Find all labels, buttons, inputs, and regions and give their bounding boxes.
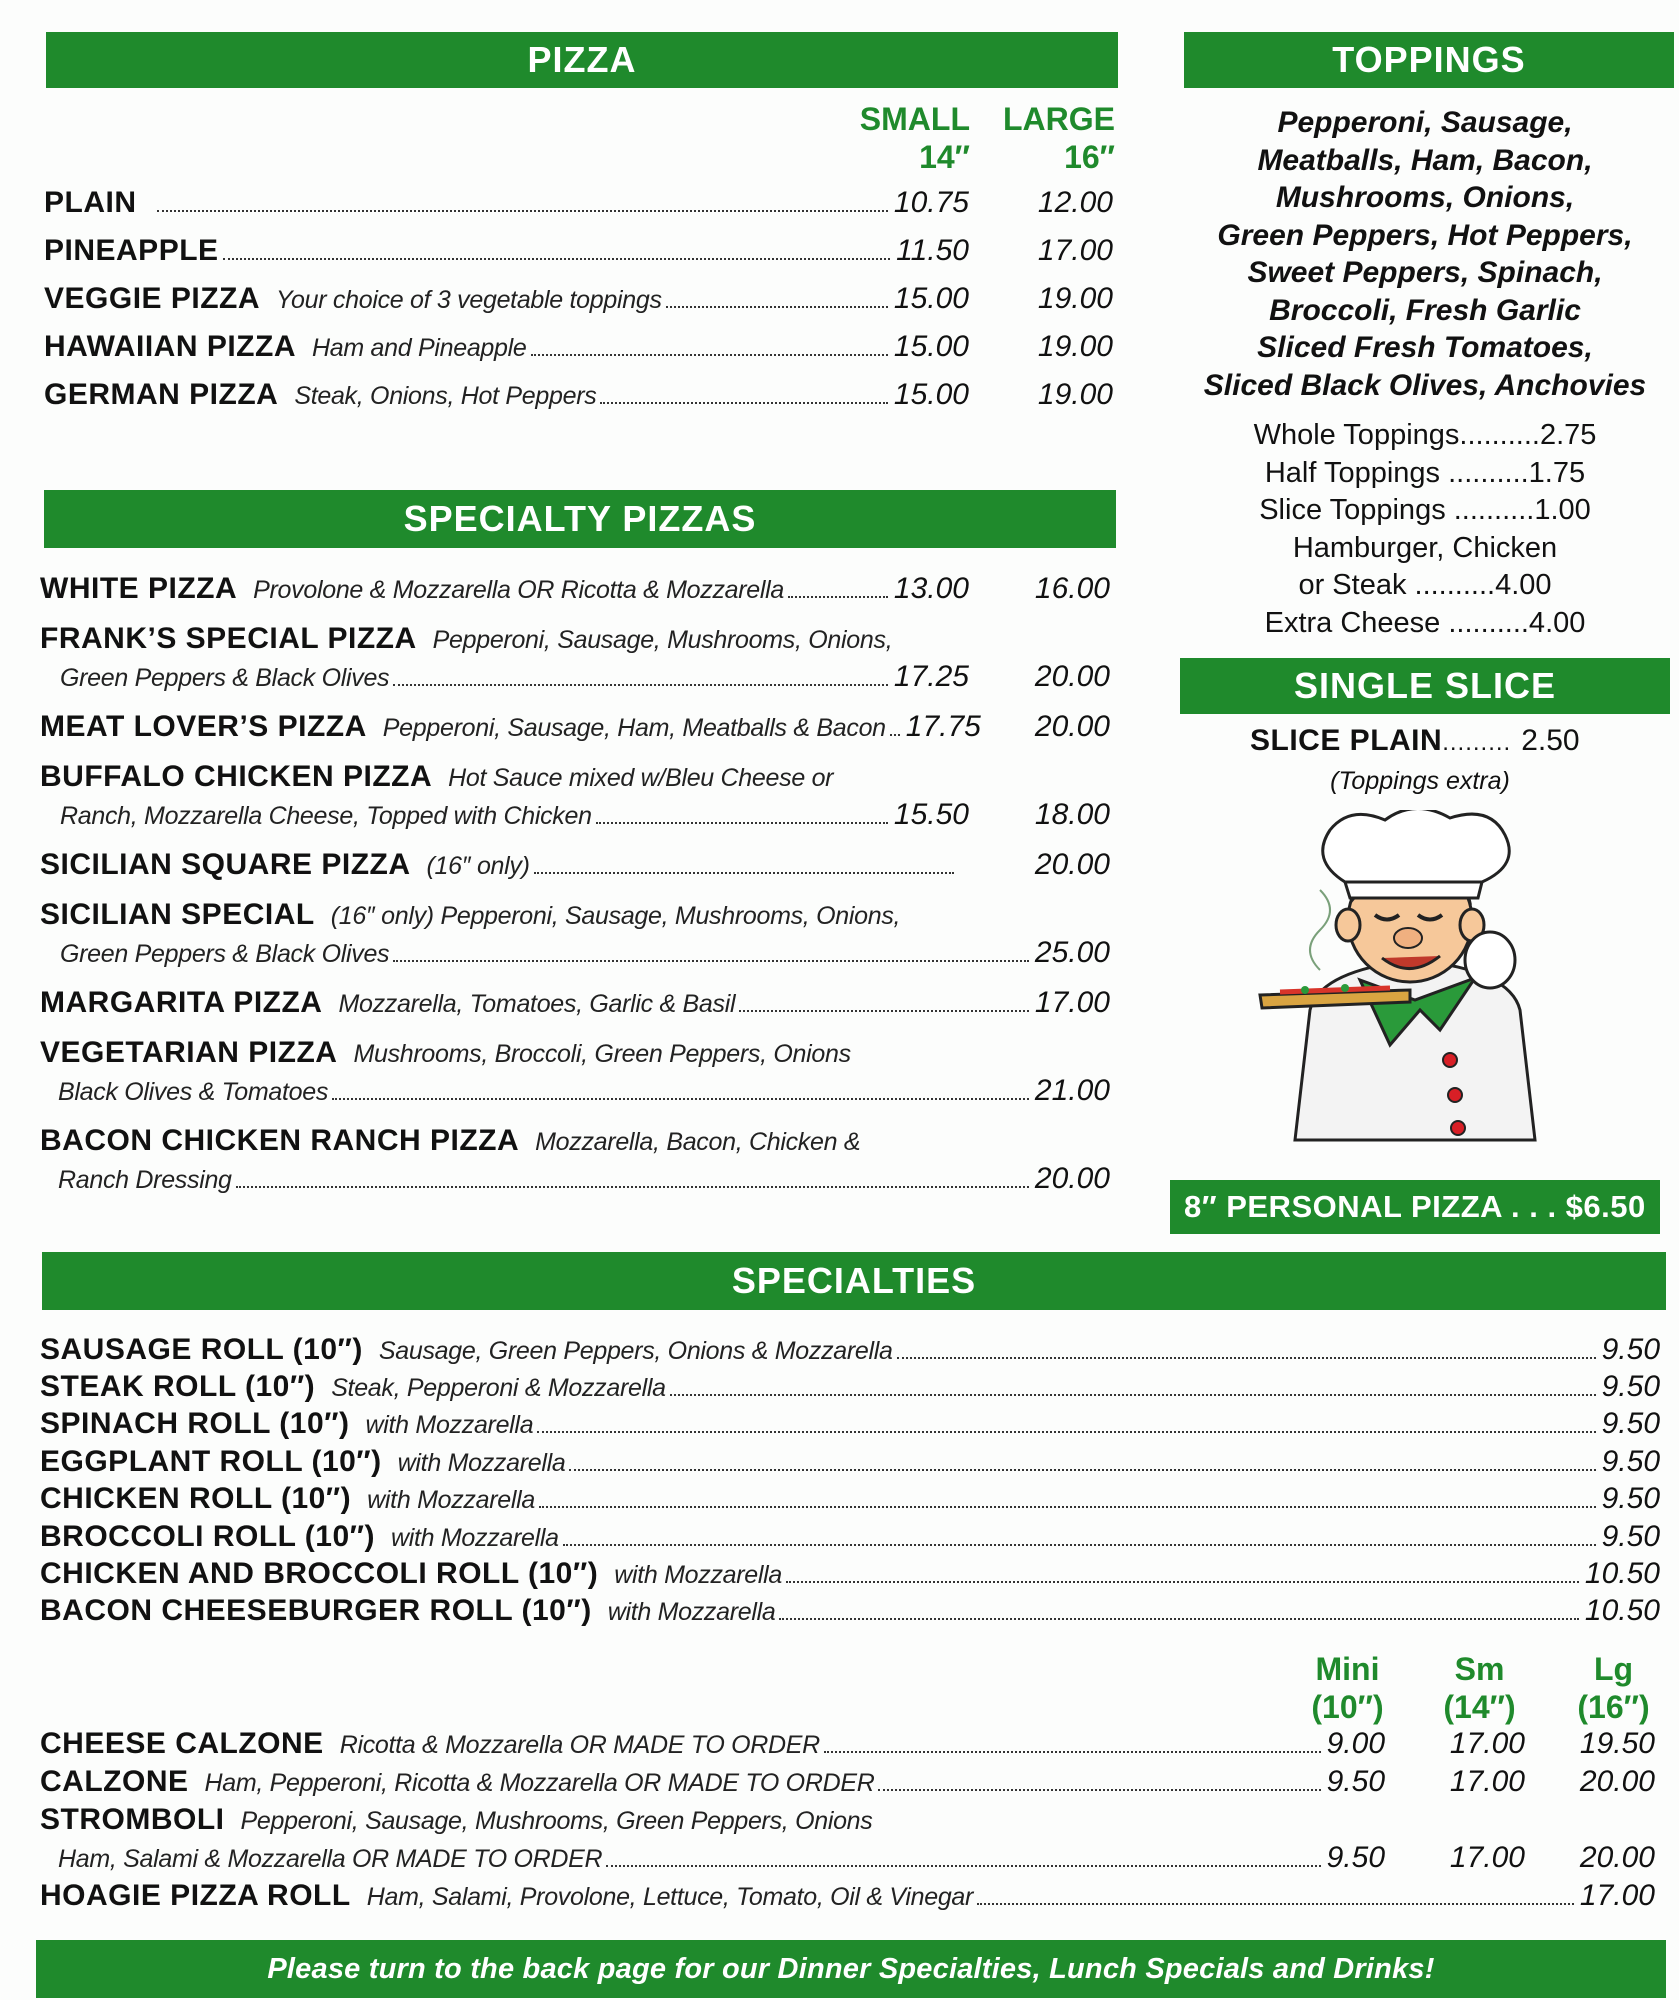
sm-column-header: Sm (14″)	[1443, 1651, 1516, 1725]
large-price: 20.00	[1034, 710, 1110, 743]
sm-price: 17.00	[1449, 1727, 1525, 1760]
menu-item: PLAIN 10.75	[44, 186, 969, 219]
toppings-extra-note: (Toppings extra)	[1330, 767, 1510, 795]
menu-item: GERMAN PIZZA Steak, Onions, Hot Peppers 15.00	[44, 378, 969, 411]
sm-price: 17.00	[1449, 1765, 1525, 1798]
calzone-item: CALZONE Ham, Pepperoni, Ricotta & Mozzarella OR MADE TO ORDER 9.50	[40, 1765, 1385, 1798]
large-price: 18.00	[1034, 798, 1110, 831]
specialties-header-bar	[42, 1252, 1666, 1310]
menu-item-continued: Green Peppers & Black Olives 25.00	[60, 936, 1110, 969]
menu-item: BACON CHICKEN RANCH PIZZA Mozzarella, Bacon, Chicken &	[40, 1124, 861, 1157]
roll-item: STEAK ROLL (10″) Steak, Pepperoni & Mozzarella 9.50	[40, 1370, 1660, 1403]
lg-price: 20.00	[1579, 1841, 1655, 1874]
large-price: 12.00	[1037, 186, 1113, 219]
roll-item: EGGPLANT ROLL (10″) with Mozzarella 9.50	[40, 1445, 1660, 1478]
pizza-header-bar	[46, 32, 1118, 88]
personal-pizza-bar	[1170, 1180, 1660, 1234]
menu-item: FRANK’S SPECIAL PIZZA Pepperoni, Sausage, Mushrooms, Onions,	[40, 622, 893, 655]
menu-item: SICILIAN SQUARE PIZZA (16″ only)	[40, 848, 960, 882]
roll-item: BACON CHEESEBURGER ROLL (10″) with Mozzarella 10.50	[40, 1594, 1660, 1627]
calzone-item: CHEESE CALZONE Ricotta & Mozzarella OR MADE TO ORDER 9.00	[40, 1727, 1385, 1760]
large-price: 19.00	[1037, 282, 1113, 315]
menu-item: VEGETARIAN PIZZA Mushrooms, Broccoli, Green Peppers, Onions	[40, 1036, 851, 1069]
large-price: 16.00	[1034, 572, 1110, 605]
lg-price: 19.50	[1579, 1727, 1655, 1760]
pizza-title: PIZZA	[527, 39, 637, 80]
menu-item: VEGGIE PIZZA Your choice of 3 vegetable toppings 15.00	[44, 282, 969, 315]
menu-item: WHITE PIZZA Provolone & Mozzarella OR Ricotta & Mozzarella 13.00	[40, 572, 969, 605]
slice-plain-row: SLICE PLAIN ......... 2.50	[1250, 724, 1580, 757]
single-slice-title: SINGLE SLICE	[1293, 665, 1557, 706]
menu-item-continued: Green Peppers & Black Olives 17.25	[60, 660, 969, 693]
large-size: 16″	[1064, 139, 1115, 175]
personal-pizza-label: 8″ PERSONAL PIZZA . . . $6.50	[1184, 1189, 1646, 1224]
calzone-item-continued: Ham, Salami & Mozzarella OR MADE TO ORDER 9.50	[58, 1841, 1385, 1874]
large-price: 20.00	[1034, 660, 1110, 693]
large-price: 19.00	[1037, 330, 1113, 363]
small-label: SMALL	[859, 101, 970, 137]
menu-item: SICILIAN SPECIAL (16″ only) Pepperoni, Sausage, Mushrooms, Onions,	[40, 898, 901, 931]
large-price: 17.00	[1037, 234, 1113, 267]
roll-item: CHICKEN AND BROCCOLI ROLL (10″) with Mozzarella 10.50	[40, 1557, 1660, 1590]
specialty-header-bar	[44, 490, 1116, 548]
menu-item: HAWAIIAN PIZZA Ham and Pineapple 15.00	[44, 330, 969, 363]
lg-price: 20.00	[1579, 1765, 1655, 1798]
menu-item-continued: Ranch Dressing 20.00	[58, 1162, 1110, 1195]
large-column-header	[990, 100, 1115, 176]
roll-item: SAUSAGE ROLL (10″) Sausage, Green Peppers, Onions & Mozzarella 9.50	[40, 1333, 1660, 1366]
mini-column-header: Mini (10″)	[1311, 1651, 1384, 1725]
footer-note: Please turn to the back page for our Dinner Specialties, Lunch Specials and Drinks!	[267, 1952, 1435, 1985]
sm-price: 17.00	[1449, 1841, 1525, 1874]
toppings-title: TOPPINGS	[1332, 39, 1526, 80]
footer-bar	[36, 1940, 1666, 1998]
small-size: 14″	[919, 139, 970, 175]
menu-item: PINEAPPLE 11.50	[44, 234, 969, 267]
menu-item-continued: Ranch, Mozzarella Cheese, Topped with Chicken 15.50	[60, 798, 969, 831]
lg-column-header: Lg (16″)	[1577, 1651, 1650, 1725]
menu-item: MEAT LOVER’S PIZZA Pepperoni, Sausage, Ham, Meatballs & Bacon 17.75	[40, 710, 981, 743]
small-column-header	[850, 100, 970, 176]
menu-item: MARGARITA PIZZA Mozzarella, Tomatoes, Garlic & Basil 17.00	[40, 986, 1110, 1019]
roll-item: CHICKEN ROLL (10″) with Mozzarella 9.50	[40, 1482, 1660, 1515]
topping-prices: Whole Toppings..........2.75 Half Toppings ..........1.75 Slice Toppings ..........1.00 Hamburger, Chicken or Steak ..........4.00 Extra Cheese ..........4.00	[1253, 419, 1597, 639]
toppings-header-bar	[1184, 32, 1674, 88]
single-slice-header-bar	[1180, 658, 1670, 714]
large-label: LARGE	[1003, 101, 1115, 137]
chef-illustration	[1250, 810, 1580, 1150]
specialties-title: SPECIALTIES	[731, 1260, 977, 1301]
roll-item: SPINACH ROLL (10″) with Mozzarella 9.50	[40, 1407, 1660, 1440]
calzone-item: STROMBOLI Pepperoni, Sausage, Mushrooms, Green Peppers, Onions	[40, 1803, 873, 1836]
calzone-item: HOAGIE PIZZA ROLL Ham, Salami, Provolone, Lettuce, Tomato, Oil & Vinegar 17.00	[40, 1879, 1655, 1912]
menu-item-continued: Black Olives & Tomatoes 21.00	[58, 1074, 1110, 1107]
large-price: 19.00	[1037, 378, 1113, 411]
toppings-list: Pepperoni, Sausage, Meatballs, Ham, Bacon, Mushrooms, Onions, Green Peppers, Hot Peppers, Sweet Peppers, Spinach, Broccoli, Fresh Garlic Sliced Fresh Tomatoes, Sliced Black Olives, Anchovies	[1203, 106, 1647, 402]
large-price: 20.00	[1034, 848, 1110, 881]
roll-item: BROCCOLI ROLL (10″) with Mozzarella 9.50	[40, 1520, 1660, 1553]
menu-item: BUFFALO CHICKEN PIZZA Hot Sauce mixed w/Bleu Cheese or	[40, 760, 834, 793]
specialty-title: SPECIALTY PIZZAS	[403, 498, 757, 539]
